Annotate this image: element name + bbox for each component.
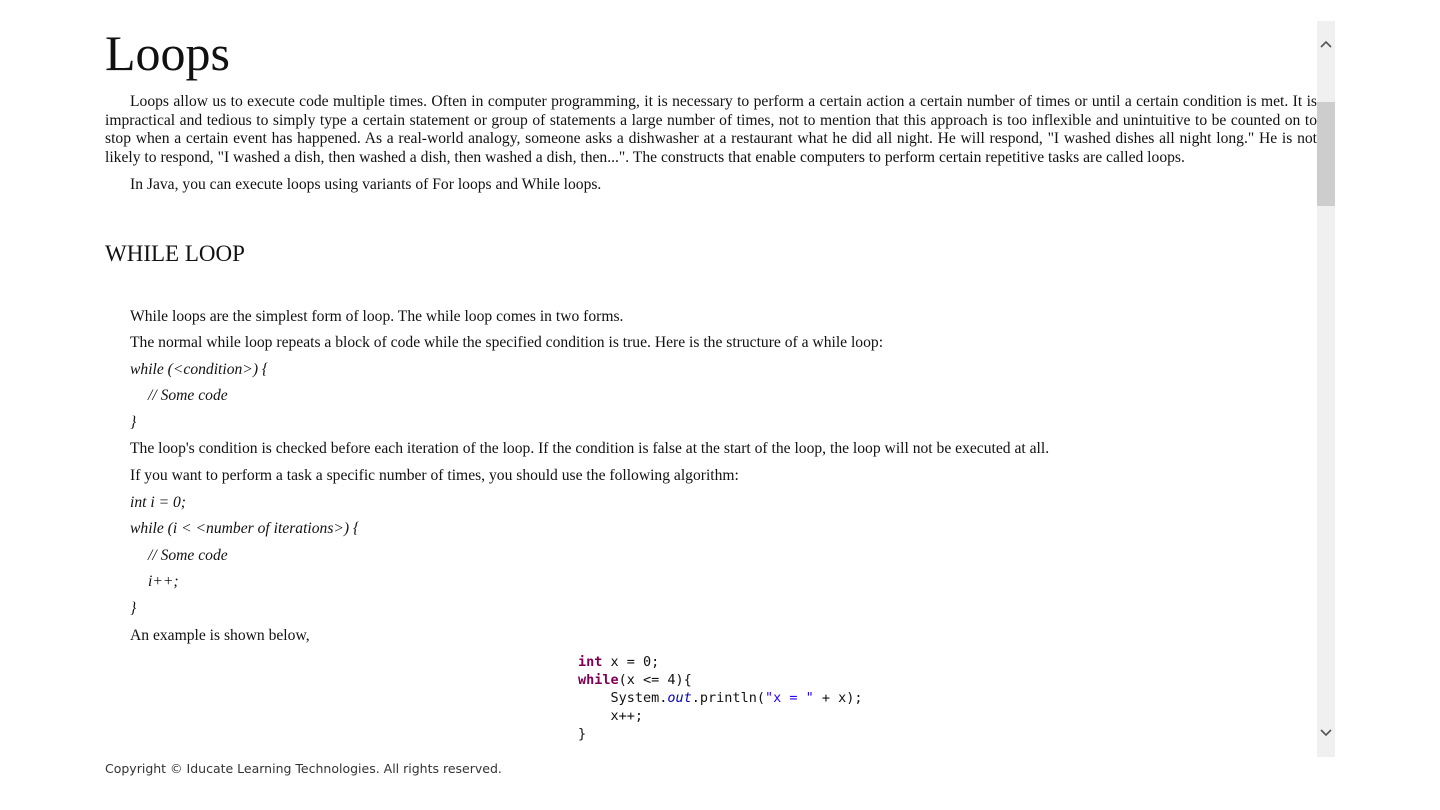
algorithm-line: int i = 0; [130, 493, 187, 511]
while-intro-paragraph: While loops are the simplest form of loop. The while loop comes in two forms. [130, 307, 624, 325]
algorithm-line: i++; [148, 573, 179, 591]
structure-line: while (<condition>) { [130, 360, 269, 378]
structure-line: // Some code [148, 387, 228, 405]
code-string: "x = " [764, 690, 814, 707]
content-viewport[interactable] [105, 21, 1317, 757]
code-text: + x); [813, 690, 863, 707]
example-intro-paragraph: An example is shown below, [130, 626, 310, 644]
algorithm-intro-paragraph: If you want to perform a task a specific number of times, you should use the following algorithm: [130, 467, 739, 485]
code-text: x = 0; [602, 654, 660, 671]
code-text: x++; [578, 708, 644, 725]
example-code-image [578, 653, 1317, 743]
code-text: System. [578, 690, 668, 707]
java-loops-paragraph: In Java, you can execute loops using variants of For loops and While loops. [130, 175, 602, 193]
vertical-scrollbar[interactable] [1317, 21, 1335, 757]
code-field: out [667, 690, 692, 707]
condition-check-paragraph: The loop's condition is checked before each iteration of the loop. If the condition is false at the start of the loop, the loop will not be executed at all. [130, 440, 1050, 458]
chevron-down-icon[interactable] [1317, 724, 1335, 742]
chevron-up-icon[interactable] [1317, 35, 1335, 53]
structure-line: } [130, 413, 137, 431]
algorithm-line: while (i < <number of iterations>) { [130, 520, 360, 538]
code-text: .println( [691, 690, 765, 707]
code-keyword: int [578, 654, 603, 671]
while-loop-section [105, 308, 1317, 645]
copyright-footer: Copyright © Iducate Learning Technologies. All rights reserved. [105, 761, 502, 776]
page-title: Loops [105, 25, 230, 81]
code-text: } [578, 726, 587, 743]
code-keyword: while [578, 672, 619, 689]
code-text: (x <= 4){ [618, 672, 692, 689]
scrollbar-thumb[interactable] [1317, 102, 1335, 206]
algorithm-line: } [130, 600, 137, 618]
while-loop-heading: WHILE LOOP [105, 240, 245, 266]
algorithm-line: // Some code [148, 546, 228, 564]
while-structure-paragraph: The normal while loop repeats a block of code while the specified condition is true. Here is the structure of a while loop: [130, 334, 884, 352]
intro-paragraph: Loops allow us to execute code multiple times. Often in computer programming, it is necessary to perform a certain action a certain number of times or until a certain condition is met. It is impractical and tedious to simply type a certain statement or group of statements a large number of times, not to mention that this approach is too inflexible and unintuitive to be counted on to stop when a certain event has happened. As a real-world analogy, someone asks a dishwasher at a restaurant what he did all night. He will respond, "I washed dishes all night long." He is not likely to respond, "I washed a dish, then washed a dish, then washed a dish, then...". The constructs that enable computers to perform certain repetitive tasks are called loops. [105, 93, 1317, 166]
